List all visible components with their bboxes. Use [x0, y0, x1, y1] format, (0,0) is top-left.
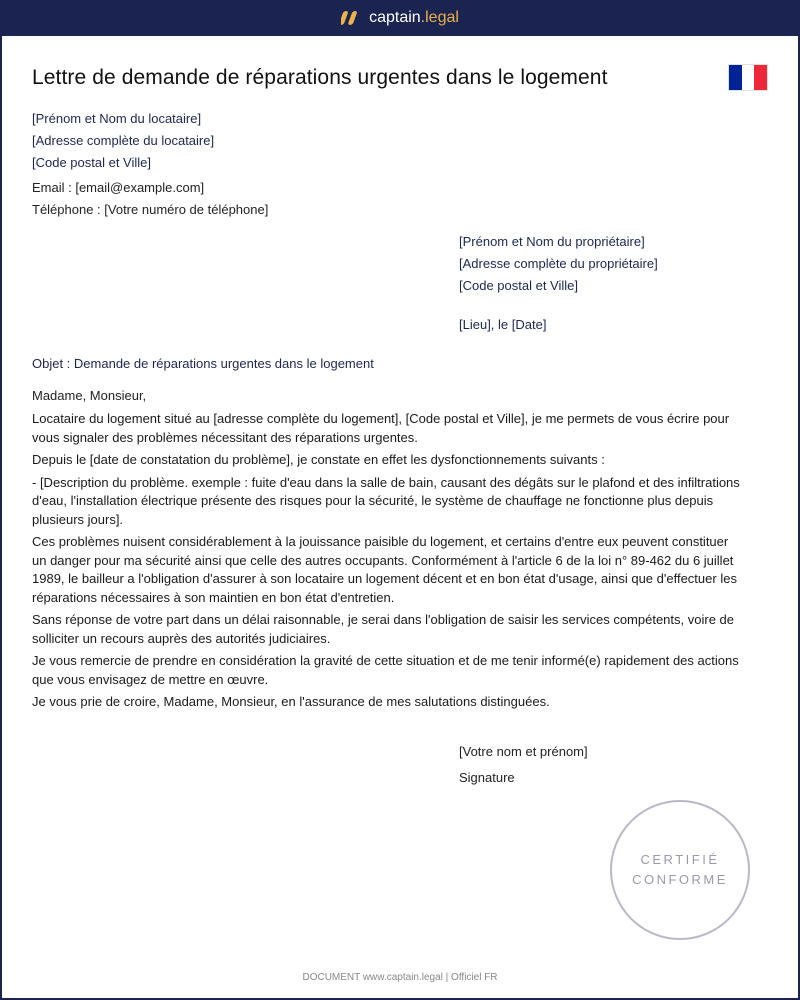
letter-body: [32, 410, 742, 716]
paragraph: Ces problèmes nuisent considérablement à la jouissance paisible du logement, et certains d'entre eux peuvent constituer un danger pour ma sécurité ainsi que celle des autres occupants. Conformément à l'article 6 de la loi n° 89-462 du 6 juillet 1989, le bailleur a l'obligation d'assurer à son locataire un logement décent et en bon état d'usage, ainsi que d'effectuer les réparations nécessaires à son maintien en bon état d'entretien.: [32, 534, 737, 605]
subject-line: Objet : Demande de réparations urgentes dans le logement: [32, 356, 374, 371]
paragraph: - [Description du problème. exemple : fuite d'eau dans la salle de bain, causant des dégâts sur le plafond et des infiltrations d'eau, l'installation électrique présente des risques pour la sécurité, le système de chauffage ne fonctionne plus depuis plusieurs jours].: [32, 474, 740, 527]
salutation: Madame, Monsieur,: [32, 388, 147, 403]
tenant-phone: Téléphone : [Votre numéro de téléphone]: [32, 202, 269, 217]
paragraph: Depuis le [date de constatation du problème], je constate en effet les dysfonctionnements suivants :: [32, 452, 605, 467]
page-footer: DOCUMENT www.captain.legal | Officiel FR: [302, 972, 498, 983]
stamp-line-1: CERTIFIÉ: [640, 852, 720, 867]
paragraph: Locataire du logement situé au [adresse complète du logement], [Code postal et Ville], je me permets de vous écrire pour vous signaler des problèmes nécessitant des réparations urgentes.: [32, 411, 730, 445]
landlord-name: [Prénom et Nom du propriétaire]: [459, 234, 645, 249]
france-flag-icon: [729, 65, 767, 90]
tenant-name: [Prénom et Nom du locataire]: [32, 111, 202, 126]
tenant-address: [Adresse complète du locataire]: [32, 133, 215, 148]
tenant-contact-block: [32, 177, 268, 221]
tenant-address-block: [32, 108, 214, 174]
site-header: [0, 0, 800, 36]
stamp-line-2: CONFORME: [632, 872, 728, 887]
paragraph: Je vous remercie de prendre en considération la gravité de cette situation et de me tenir informé(e) rapidement des actions que vous envisagez de mettre en œuvre.: [32, 653, 739, 687]
brand-name: captain.legal: [369, 9, 459, 26]
landlord-address-block: [459, 231, 658, 297]
paragraph: Sans réponse de votre part dans un délai raisonnable, je serai dans l'obligation de saisir les services compétents, voire de solliciter un recours auprès des autorités judiciaires.: [32, 612, 734, 646]
tenant-city: [Code postal et Ville]: [32, 155, 151, 170]
landlord-city: [Code postal et Ville]: [459, 278, 578, 293]
place-date: [Lieu], le [Date]: [459, 317, 547, 332]
page-title: Lettre de demande de réparations urgentes dans le logement: [32, 66, 608, 89]
brand[interactable]: [341, 9, 459, 27]
certified-stamp: [610, 800, 750, 940]
paragraph: Je vous prie de croire, Madame, Monsieur, en l'assurance de mes salutations distinguées.: [32, 694, 550, 709]
signature-label: Signature: [459, 770, 515, 785]
landlord-address: [Adresse complète du propriétaire]: [459, 256, 658, 271]
brand-tld: .legal: [420, 9, 459, 26]
signature-name: [Votre nom et prénom]: [459, 744, 588, 759]
captain-logo-icon: [341, 10, 361, 26]
tenant-email: Email : [email@example.com]: [32, 180, 205, 195]
